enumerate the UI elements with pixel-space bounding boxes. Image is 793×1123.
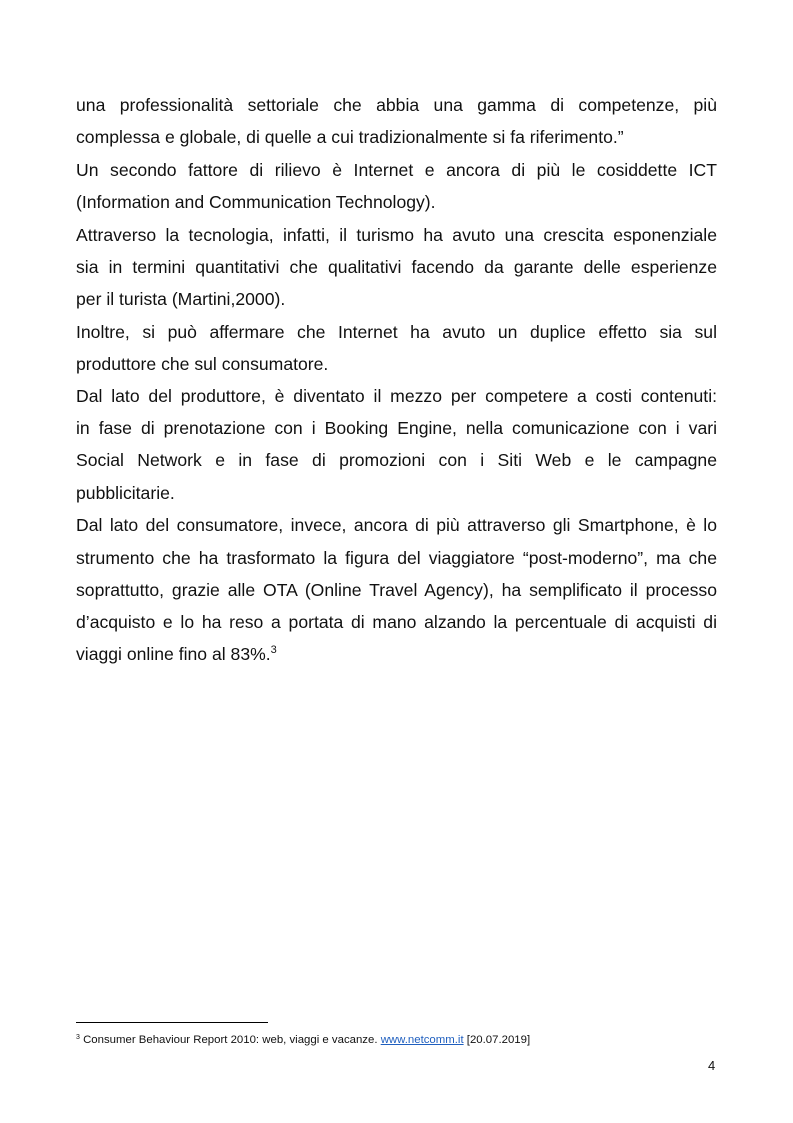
body-line: sia in termini quantitativi che qualitativi facendo da garante delle esperienze (76, 257, 717, 277)
body-line: Dal lato del consumatore, invece, ancora di più attraverso gli Smartphone, è lo (76, 515, 717, 535)
body-line: Attraverso la tecnologia, infatti, il turismo ha avuto una crescita esponenziale (76, 225, 717, 245)
body-line: produttore che sul consumatore. (76, 354, 329, 374)
body-line: Dal lato del produttore, è diventato il mezzo per competere a costi contenuti: (76, 386, 717, 406)
body-line: (Information and Communication Technology). (76, 192, 436, 212)
body-line: d’acquisto e lo ha reso a portata di mano alzando la percentuale di acquisti di (76, 612, 717, 632)
footnote-number: 3 (76, 1034, 80, 1041)
body-line-text: viaggi online fino al 83%. (76, 644, 271, 664)
footnote-text: Consumer Behaviour Report 2010: web, viaggi e vacanze. (83, 1034, 378, 1046)
body-line: una professionalità settoriale che abbia una gamma di competenze, più (76, 95, 717, 115)
body-line: Social Network e in fase di promozioni con i Siti Web e le campagne (76, 450, 717, 470)
body-line: soprattutto, grazie alle OTA (Online Travel Agency), ha semplificato il processo (76, 580, 717, 600)
footnote-separator (76, 1022, 268, 1023)
body-line: Inoltre, si può affermare che Internet ha avuto un duplice effetto sia sul (76, 322, 717, 342)
body-line: pubblicitarie. (76, 483, 175, 503)
footnote-link[interactable]: www.netcomm.it (380, 1034, 464, 1046)
body-line: strumento che ha trasformato la figura del viaggiatore “post-moderno”, ma che (76, 548, 717, 568)
body-line: in fase di prenotazione con i Booking Engine, nella comunicazione con i vari (76, 418, 717, 438)
footnote-date: [20.07.2019] (466, 1034, 531, 1046)
body-line: complessa e globale, di quelle a cui tradizionalmente si fa riferimento.” (76, 127, 624, 147)
body-line: per il turista (Martini,2000). (76, 289, 286, 309)
body-line: Un secondo fattore di rilievo è Internet e ancora di più le cosiddette ICT (76, 160, 717, 180)
body-line-last (76, 638, 717, 670)
footnote-reference[interactable]: 3 (270, 644, 277, 656)
footnote (76, 1032, 530, 1050)
page-number: 4 (708, 1058, 716, 1073)
